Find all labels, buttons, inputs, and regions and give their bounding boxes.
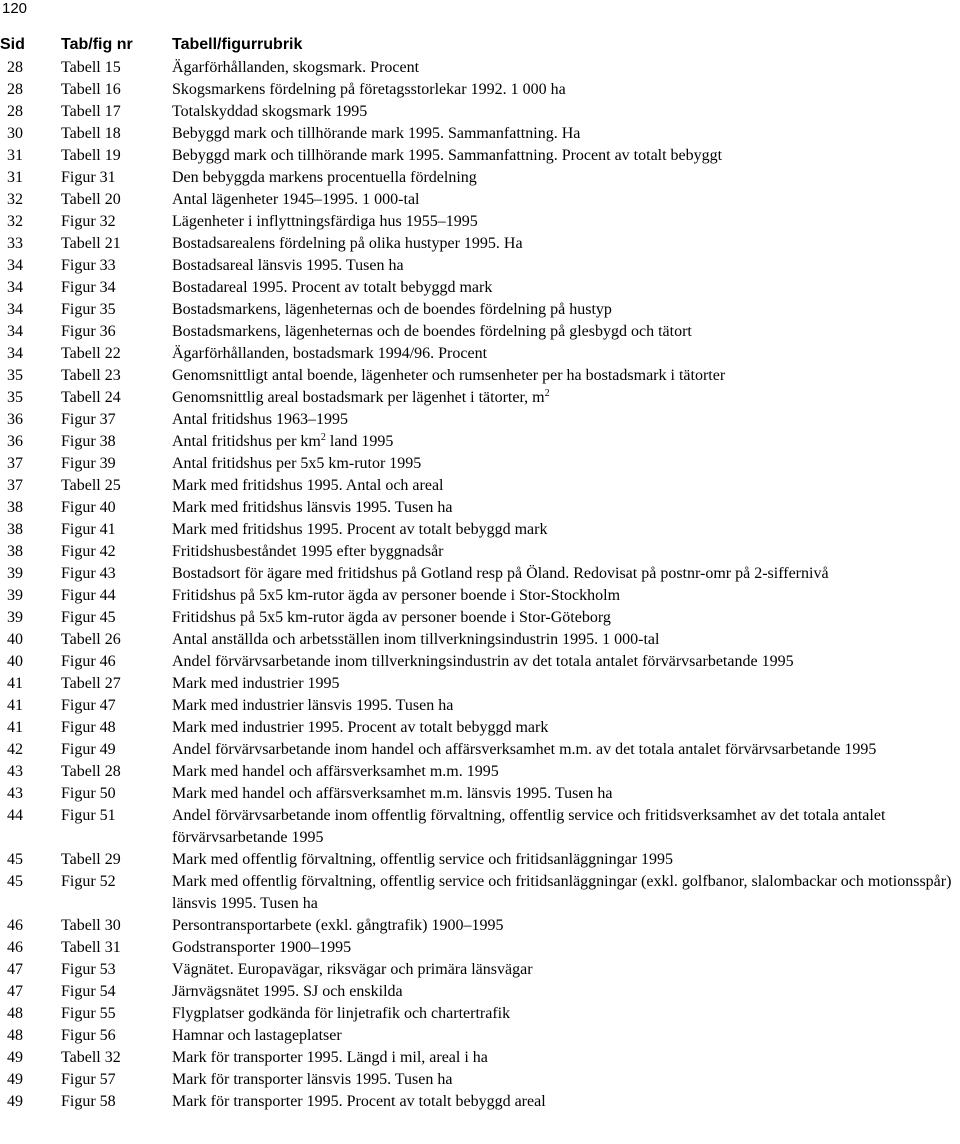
table-row (0, 739, 960, 761)
table-body (0, 57, 960, 1113)
row-ref: Figur 39 (61, 455, 116, 472)
row-page-number: 41 (7, 675, 23, 692)
table-row (0, 849, 960, 871)
row-page-number: 42 (7, 741, 23, 758)
row-title-text: Totalskyddad skogsmark 1995 (172, 103, 368, 120)
row-title (172, 255, 960, 277)
row-ref: Figur 50 (61, 785, 116, 802)
row-title-text: Bebyggd mark och tillhörande mark 1995. Sammanfattning. Procent av totalt bebyggt (172, 147, 723, 164)
row-title (172, 783, 960, 805)
row-title (172, 211, 960, 233)
row-title (172, 123, 960, 145)
table-row (0, 101, 960, 123)
row-title (172, 1025, 960, 1047)
row-title-text: Ägarförhållanden, skogsmark. Procent (172, 59, 420, 76)
row-ref: Tabell 22 (61, 345, 121, 362)
row-page-number: 37 (7, 455, 23, 472)
row-title-text: Genomsnittlig areal bostadsmark per lägenhet i tätorter, m (172, 389, 545, 406)
table-row (0, 365, 960, 387)
row-page-number: 49 (7, 1071, 23, 1088)
row-title-text: Antal lägenheter 1945–1995. 1 000-tal (172, 191, 420, 208)
row-title-text: Järnvägsnätet 1995. SJ och enskilda (172, 983, 403, 1000)
table-row (0, 321, 960, 343)
table-row (0, 1069, 960, 1091)
row-page-number: 37 (7, 477, 23, 494)
table-row (0, 871, 960, 915)
row-title (172, 1003, 960, 1025)
row-ref: Figur 54 (61, 983, 116, 1000)
row-page-number: 46 (7, 939, 23, 956)
row-ref: Figur 46 (61, 653, 116, 670)
row-title-text: Mark för transporter 1995. Procent av totalt bebyggd areal (172, 1093, 546, 1110)
table-row (0, 651, 960, 673)
row-ref: Figur 49 (61, 741, 116, 758)
header-sid: Sid (0, 36, 25, 53)
row-title-text: Bostadsmarkens, lägenheternas och de boendes fördelning på glesbygd och tätort (172, 323, 692, 340)
row-ref: Tabell 30 (61, 917, 121, 934)
row-title-text: Andel förvärvsarbetande inom handel och affärsverksamhet m.m. av det totala antalet förvärvsarbetande 1995 (172, 741, 877, 758)
row-ref: Tabell 27 (61, 675, 121, 692)
row-page-number: 30 (7, 125, 23, 142)
table-row (0, 1091, 960, 1113)
table-row (0, 343, 960, 365)
table-row (0, 497, 960, 519)
row-page-number: 40 (7, 653, 23, 670)
table-row (0, 123, 960, 145)
row-title (172, 497, 960, 519)
row-ref: Figur 34 (61, 279, 116, 296)
row-ref: Figur 37 (61, 411, 116, 428)
row-page-number: 34 (7, 257, 23, 274)
row-title-text: Bostadsmarkens, lägenheternas och de boendes fördelning på hustyp (172, 301, 612, 318)
row-title-text: Genomsnittligt antal boende, lägenheter och rumsenheter per ha bostadsmark i tätorter (172, 367, 726, 384)
row-title-text: Mark med fritidshus 1995. Antal och areal (172, 477, 444, 494)
row-ref: Figur 43 (61, 565, 116, 582)
row-title (172, 651, 960, 673)
row-title-text: Bebyggd mark och tillhörande mark 1995. Sammanfattning. Ha (172, 125, 581, 142)
row-ref: Figur 52 (61, 873, 116, 890)
table-row (0, 915, 960, 937)
table-row (0, 233, 960, 255)
row-title-text: Mark med industrier 1995 (172, 675, 340, 692)
table-row (0, 937, 960, 959)
row-page-number: 43 (7, 763, 23, 780)
row-title (172, 1047, 960, 1069)
table-row (0, 761, 960, 783)
row-ref: Figur 58 (61, 1093, 116, 1110)
row-title (172, 739, 960, 761)
table-row (0, 255, 960, 277)
row-page-number: 44 (7, 807, 23, 824)
row-ref: Figur 42 (61, 543, 116, 560)
row-ref: Tabell 25 (61, 477, 121, 494)
row-title-text: Mark med industrier 1995. Procent av totalt bebyggd mark (172, 719, 549, 736)
row-title-text: Vägnätet. Europavägar, riksvägar och primära länsvägar (172, 961, 533, 978)
row-title (172, 871, 960, 915)
row-title (172, 541, 960, 563)
row-page-number: 35 (7, 367, 23, 384)
row-ref: Tabell 15 (61, 59, 121, 76)
row-title (172, 563, 960, 585)
row-page-number: 28 (7, 103, 23, 120)
row-ref: Figur 56 (61, 1027, 116, 1044)
row-page-number: 32 (7, 191, 23, 208)
row-page-number: 35 (7, 389, 23, 406)
row-page-number: 38 (7, 543, 23, 560)
row-title (172, 299, 960, 321)
row-page-number: 33 (7, 235, 23, 252)
row-title (172, 189, 960, 211)
row-title (172, 101, 960, 123)
row-title (172, 453, 960, 475)
row-title (172, 409, 960, 431)
row-title (172, 717, 960, 739)
table-row (0, 783, 960, 805)
row-page-number: 34 (7, 279, 23, 296)
row-page-number: 41 (7, 719, 23, 736)
row-title (172, 79, 960, 101)
row-title (172, 915, 960, 937)
row-title (172, 387, 960, 409)
row-ref: Figur 41 (61, 521, 116, 538)
row-title-text: Den bebyggda markens procentuella fördelning (172, 169, 477, 186)
row-ref: Tabell 26 (61, 631, 121, 648)
table-row (0, 607, 960, 629)
row-title-text: Skogsmarkens fördelning på företagsstorlekar 1992. 1 000 ha (172, 81, 566, 98)
table-row (0, 211, 960, 233)
row-title-text: Persontransportarbete (exkl. gångtrafik) 1900–1995 (172, 917, 504, 934)
row-ref: Tabell 23 (61, 367, 121, 384)
row-page-number: 41 (7, 697, 23, 714)
row-ref: Tabell 19 (61, 147, 121, 164)
table-row (0, 629, 960, 651)
row-title-text: Lägenheter i inflyttningsfärdiga hus 1955–1995 (172, 213, 478, 230)
row-title-text: Mark för transporter länsvis 1995. Tusen ha (172, 1071, 453, 1088)
row-title-text: Fritidshus på 5x5 km-rutor ägda av personer boende i Stor-Göteborg (172, 609, 611, 626)
row-page-number: 39 (7, 587, 23, 604)
row-ref: Figur 48 (61, 719, 116, 736)
row-ref: Figur 32 (61, 213, 116, 230)
row-title-text: Mark med fritidshus 1995. Procent av totalt bebyggd mark (172, 521, 548, 538)
row-title (172, 233, 960, 255)
row-ref: Figur 55 (61, 1005, 116, 1022)
row-title (172, 1091, 960, 1113)
row-page-number: 32 (7, 213, 23, 230)
row-ref: Tabell 24 (61, 389, 121, 406)
row-page-number: 47 (7, 961, 23, 978)
header-title: Tabell/figurrubrik (172, 36, 303, 53)
row-page-number: 34 (7, 323, 23, 340)
row-page-number: 39 (7, 609, 23, 626)
row-title-text: Antal fritidshus 1963–1995 (172, 411, 348, 428)
row-page-number: 47 (7, 983, 23, 1000)
table-row (0, 519, 960, 541)
row-title-text: Fritidshus på 5x5 km-rutor ägda av personer boende i Stor-Stockholm (172, 587, 621, 604)
row-title (172, 321, 960, 343)
row-ref: Figur 31 (61, 169, 116, 186)
row-ref: Tabell 31 (61, 939, 121, 956)
row-title (172, 343, 960, 365)
row-page-number: 45 (7, 873, 23, 890)
row-ref: Figur 36 (61, 323, 116, 340)
table-row (0, 167, 960, 189)
table-row (0, 959, 960, 981)
table-row (0, 695, 960, 717)
row-page-number: 48 (7, 1005, 23, 1022)
row-ref: Figur 44 (61, 587, 116, 604)
table-row (0, 1003, 960, 1025)
row-title (172, 673, 960, 695)
row-title (172, 585, 960, 607)
table-row (0, 431, 960, 453)
row-title-text: Godstransporter 1900–1995 (172, 939, 352, 956)
row-page-number: 49 (7, 1093, 23, 1110)
table-row (0, 57, 960, 79)
row-ref: Tabell 18 (61, 125, 121, 142)
row-ref: Tabell 28 (61, 763, 121, 780)
row-page-number: 31 (7, 169, 23, 186)
row-title-text: Ägarförhållanden, bostadsmark 1994/96. Procent (172, 345, 488, 362)
row-page-number: 36 (7, 411, 23, 428)
row-page-number: 48 (7, 1027, 23, 1044)
row-page-number: 43 (7, 785, 23, 802)
row-title (172, 431, 960, 453)
table-row (0, 189, 960, 211)
row-ref: Tabell 29 (61, 851, 121, 868)
table-row (0, 299, 960, 321)
row-title-text: Hamnar och lastageplatser (172, 1027, 342, 1044)
row-title-superscript: 2 (320, 432, 326, 443)
row-title (172, 761, 960, 783)
row-page-number: 34 (7, 301, 23, 318)
row-page-number: 36 (7, 433, 23, 450)
table-row (0, 1025, 960, 1047)
row-title-text: Bostadsareal länsvis 1995. Tusen ha (172, 257, 404, 274)
page-number: 120 (2, 0, 28, 17)
row-title-text: Flygplatser godkända för linjetrafik och chartertrafik (172, 1005, 511, 1022)
row-title (172, 695, 960, 717)
row-title-text: Bostadsort för ägare med fritidshus på Gotland resp på Öland. Redovisat på postnr-omr på 2-siffernivå (172, 565, 829, 582)
row-ref: Figur 45 (61, 609, 116, 626)
table-row (0, 717, 960, 739)
row-ref: Figur 51 (61, 807, 116, 824)
row-title (172, 1069, 960, 1091)
row-ref: Tabell 16 (61, 81, 121, 98)
row-title (172, 937, 960, 959)
row-page-number: 34 (7, 345, 23, 362)
row-title (172, 981, 960, 1003)
header-ref: Tab/fig nr (61, 36, 133, 53)
row-title (172, 805, 960, 849)
row-title-text: Antal anställda och arbetsställen inom tillverkningsindustrin 1995. 1 000-tal (172, 631, 660, 648)
table-row (0, 541, 960, 563)
row-page-number: 38 (7, 499, 23, 516)
row-page-number: 31 (7, 147, 23, 164)
row-title-text: Andel förvärvsarbetande inom offentlig förvaltning, offentlig service och fritidsverksamhet av det totala antalet förvärvsarbetande 1995 (172, 807, 886, 846)
table-row (0, 1047, 960, 1069)
row-ref: Figur 40 (61, 499, 116, 516)
table-row (0, 563, 960, 585)
row-title (172, 145, 960, 167)
row-title-text: Fritidshusbeståndet 1995 efter byggnadsår (172, 543, 444, 560)
row-title-text: Bostadareal 1995. Procent av totalt bebyggd mark (172, 279, 493, 296)
row-title (172, 629, 960, 651)
table-row (0, 277, 960, 299)
row-title-text: Bostadsarealens fördelning på olika hustyper 1995. Ha (172, 235, 523, 252)
table-row (0, 387, 960, 409)
row-page-number: 46 (7, 917, 23, 934)
row-title (172, 607, 960, 629)
row-page-number: 28 (7, 59, 23, 76)
row-title-text: Mark med industrier länsvis 1995. Tusen ha (172, 697, 454, 714)
row-title (172, 277, 960, 299)
row-title (172, 475, 960, 497)
row-title-text: Andel förvärvsarbetande inom tillverkningsindustrin av det totala antalet förvärvsarbetande 1995 (172, 653, 794, 670)
table-row (0, 981, 960, 1003)
row-title-text: Mark för transporter 1995. Längd i mil, areal i ha (172, 1049, 488, 1066)
row-ref: Tabell 17 (61, 103, 121, 120)
table-of-figures (0, 34, 960, 1113)
row-title-superscript: 2 (544, 388, 550, 399)
table-row (0, 585, 960, 607)
row-title-text: Mark med offentlig förvaltning, offentlig service och fritidsanläggningar (exkl. golfbanor, slalombackar och motionsspår) länsvis 1995. Tusen ha (172, 873, 952, 912)
row-ref: Figur 38 (61, 433, 116, 450)
row-title-suffix: land 1995 (325, 433, 394, 450)
row-ref: Figur 47 (61, 697, 116, 714)
row-ref: Figur 53 (61, 961, 116, 978)
row-ref: Figur 33 (61, 257, 116, 274)
row-ref: Tabell 21 (61, 235, 121, 252)
row-page-number: 45 (7, 851, 23, 868)
row-title (172, 959, 960, 981)
row-ref: Figur 35 (61, 301, 116, 318)
row-ref: Tabell 20 (61, 191, 121, 208)
table-header-row (0, 34, 960, 57)
row-title-text: Mark med handel och affärsverksamhet m.m. länsvis 1995. Tusen ha (172, 785, 613, 802)
row-title (172, 167, 960, 189)
row-page-number: 49 (7, 1049, 23, 1066)
row-page-number: 39 (7, 565, 23, 582)
table-row (0, 453, 960, 475)
table-row (0, 673, 960, 695)
row-title-text: Mark med handel och affärsverksamhet m.m. 1995 (172, 763, 499, 780)
row-title (172, 57, 960, 79)
row-title-text: Mark med offentlig förvaltning, offentlig service och fritidsanläggningar 1995 (172, 851, 674, 868)
table-row (0, 409, 960, 431)
row-page-number: 38 (7, 521, 23, 538)
row-title-text: Antal fritidshus per 5x5 km-rutor 1995 (172, 455, 422, 472)
row-title (172, 849, 960, 871)
row-ref: Figur 57 (61, 1071, 116, 1088)
row-title (172, 519, 960, 541)
row-page-number: 28 (7, 81, 23, 98)
row-ref: Tabell 32 (61, 1049, 121, 1066)
table-row (0, 145, 960, 167)
row-page-number: 40 (7, 631, 23, 648)
table-row (0, 475, 960, 497)
table-row (0, 805, 960, 849)
row-title-text: Antal fritidshus per km (172, 433, 321, 450)
row-title-text: Mark med fritidshus länsvis 1995. Tusen ha (172, 499, 453, 516)
table-row (0, 79, 960, 101)
row-title (172, 365, 960, 387)
